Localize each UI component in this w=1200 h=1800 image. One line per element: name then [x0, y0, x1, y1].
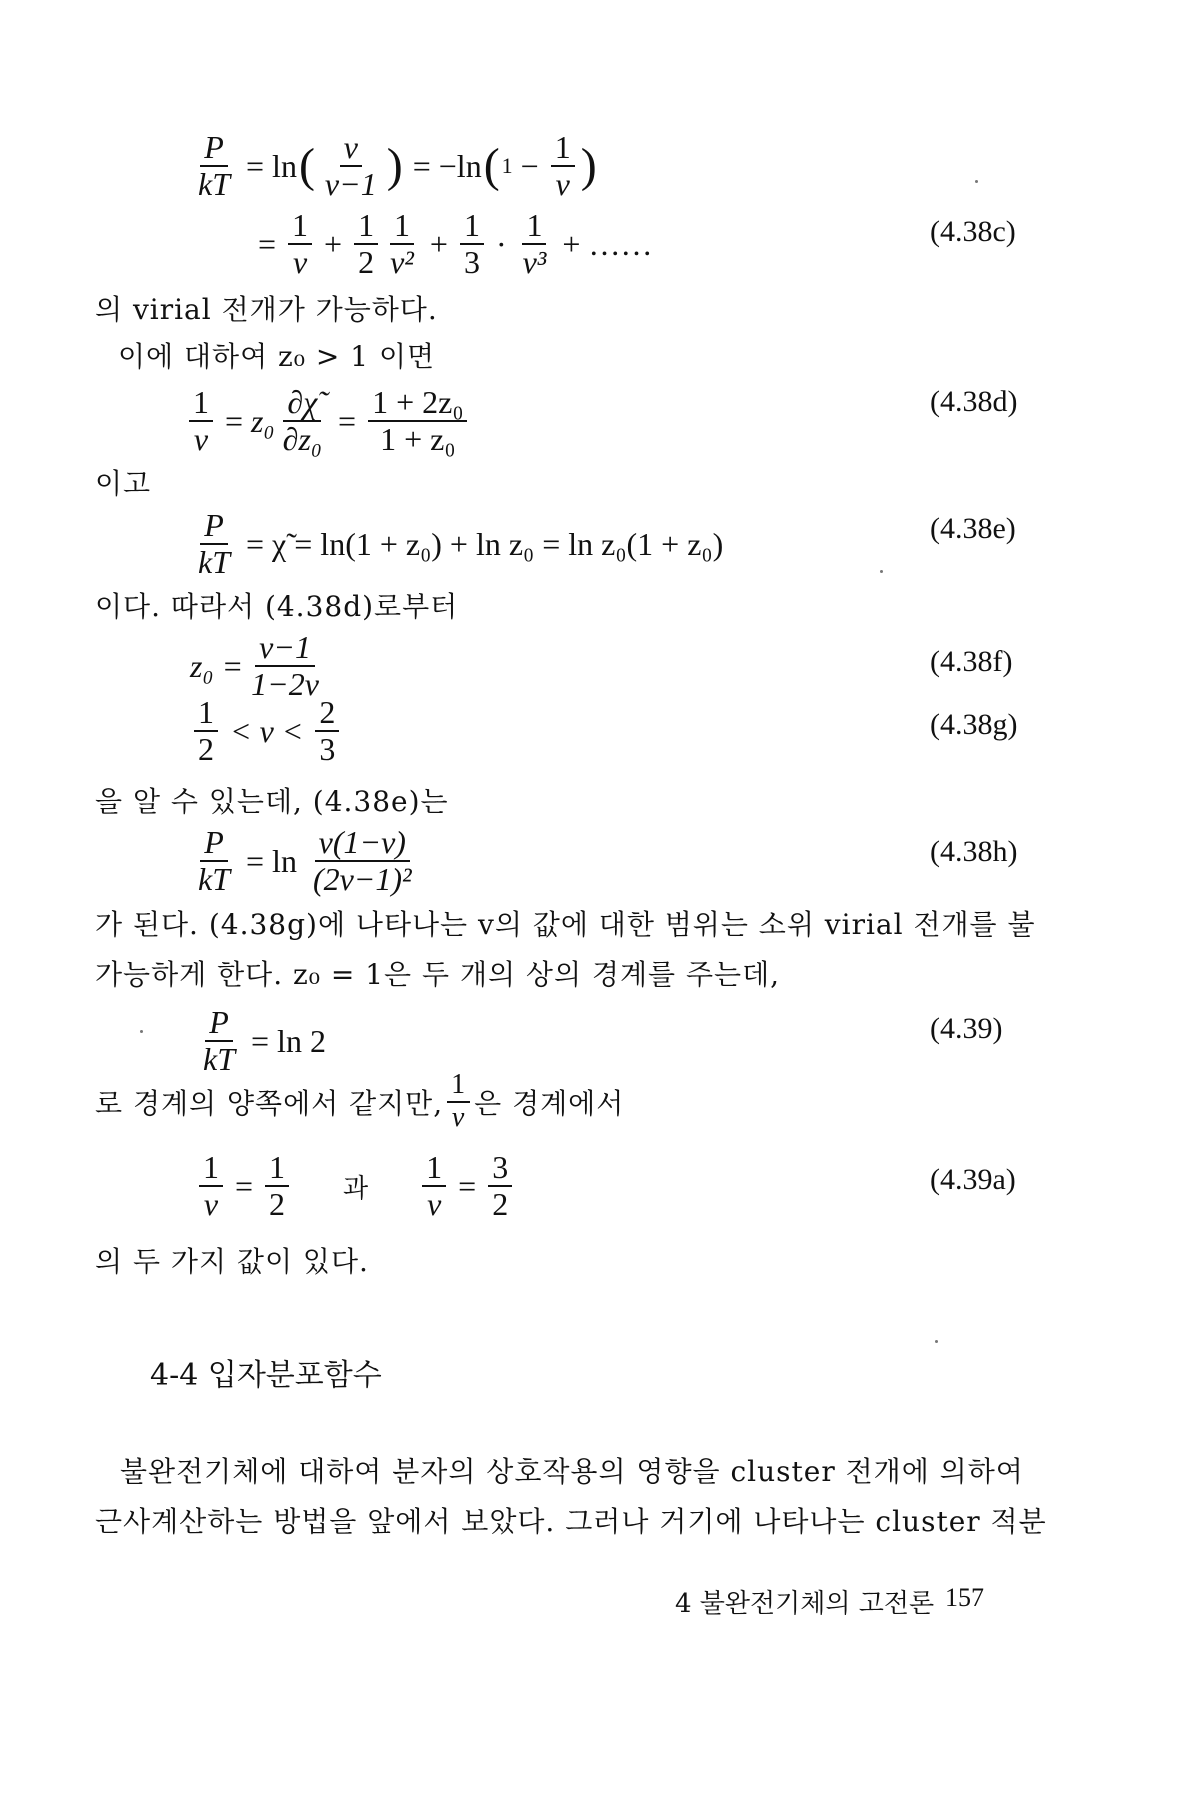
fraction [386, 208, 418, 280]
numerator: 3 [488, 1150, 512, 1187]
numerator: P [200, 825, 228, 862]
denominator: 2 [269, 1186, 286, 1223]
denominator: 3 [319, 731, 336, 768]
fraction [279, 385, 326, 457]
fraction [199, 1150, 223, 1222]
equation-lhs: z₀ = [190, 647, 244, 684]
equation-4-38h [190, 825, 420, 897]
numerator: v(1−v) [315, 825, 410, 862]
fraction [189, 385, 213, 457]
inequality: < v < [230, 712, 304, 749]
series-tail: + …… [562, 225, 653, 262]
ln-operator: −ln [438, 147, 482, 184]
body-text-line: 을 알 수 있는데, (4.38e)는 [95, 785, 449, 818]
scan-speck [935, 1340, 938, 1343]
numerator: 1 + 2z₀ [368, 385, 467, 422]
numerator: 1 [194, 695, 218, 732]
body-text-line: 이에 대하여 z₀ > 1 이면 [118, 340, 436, 373]
fraction [194, 508, 234, 580]
denominator: v−1 [324, 166, 377, 203]
body-text-line: 의 virial 전개가 가능하다. [95, 293, 438, 326]
fraction [309, 825, 416, 897]
equation-4-38c-line2: = $\frac{1}{v}$ + $\frac{1}{2}$ $\frac{1}{\text{v²}}$ + $\frac{1}{3}$ · $\frac{1}{\text{v³}}$ + …… [258, 207, 653, 281]
equation-number: (4.38h) [930, 835, 1018, 868]
denominator: v [451, 1101, 466, 1133]
page-number: 157 [945, 1583, 984, 1612]
denominator: kT [203, 1041, 235, 1078]
denominator: kT [198, 166, 230, 203]
fraction [368, 385, 467, 457]
equation-4-39a: $\frac{1}{v}$ = $\frac{1}{2}$ 과 $\frac{1}{v}$ = $\frac{3}{2}$ [195, 1150, 516, 1222]
numerator: 1 [422, 1150, 446, 1187]
numerator: 1 [460, 208, 484, 245]
denominator: 1−2v [251, 666, 319, 703]
numerator: 1 [265, 1150, 289, 1187]
equation-rhs: = ln 2 [251, 1022, 326, 1059]
numerator: P [205, 1005, 233, 1042]
denominator: v [292, 244, 308, 281]
denominator: (2v−1)² [312, 861, 412, 898]
numerator: v [340, 130, 362, 167]
numerator: 1 [189, 385, 213, 422]
text-segment: 은 경계에서 [474, 1086, 625, 1120]
fraction [551, 130, 575, 202]
body-text-line: 불완전기체에 대하여 분자의 상호작용의 영향을 cluster 전개에 의하여 [120, 1455, 1024, 1488]
fraction [519, 208, 551, 280]
equation-rhs: = χ̃ = ln(1 + z₀) + ln z₀ = ln z₀(1 + z₀) [246, 525, 724, 562]
section-heading: 4-4 입자분포함수 [150, 1358, 382, 1393]
body-text-line: 이다. 따라서 (4.38d)로부터 [95, 590, 459, 623]
equation-4-39 [195, 1005, 334, 1077]
denominator: v [555, 166, 570, 203]
denominator: v [427, 1186, 442, 1223]
numerator: 1 [522, 208, 546, 245]
fraction [194, 825, 234, 897]
numerator: 1 [551, 130, 575, 167]
equation-4-38e [190, 508, 731, 580]
equation-number: (4.39) [930, 1012, 1003, 1045]
numerator: 1 [447, 1070, 470, 1103]
denominator: 3 [463, 244, 480, 281]
scan-speck [880, 570, 883, 573]
numerator: ∂χ̃ [283, 385, 321, 422]
fraction [488, 1150, 512, 1222]
body-text-line [95, 1070, 624, 1134]
fraction [315, 695, 339, 767]
denominator: v³ [522, 244, 547, 281]
body-text-line: 의 두 가지 값이 있다. [95, 1245, 369, 1278]
body-text-line: 근사계산하는 방법을 앞에서 보았다. 그러나 거기에 나타나는 cluster 적분 [95, 1505, 1047, 1538]
numerator: 1 [288, 208, 312, 245]
equation-number: (4.39a) [930, 1163, 1016, 1196]
scan-speck [140, 1030, 143, 1033]
denominator: kT [198, 544, 230, 581]
fraction [460, 208, 484, 280]
equation-4-38f [190, 630, 327, 702]
fraction [247, 630, 323, 702]
text-segment: 로 경계의 양쪽에서 같지만, [95, 1086, 444, 1120]
numerator: 1 [199, 1150, 223, 1187]
numerator: 1 [354, 208, 378, 245]
body-text-line: 가능하게 한다. z₀ = 1은 두 개의 상의 경계를 주는데, [95, 958, 781, 991]
denominator: v² [390, 244, 414, 281]
conjunction: 과 [343, 1173, 369, 1204]
running-title: 4 불완전기체의 고전론 [675, 1589, 935, 1619]
denominator: kT [198, 861, 230, 898]
numerator: v−1 [255, 630, 315, 667]
fraction [422, 1150, 446, 1222]
denominator: ∂z₀ [282, 421, 323, 458]
denominator: v [203, 1186, 219, 1223]
denominator: 2 [198, 731, 214, 768]
fraction [354, 208, 378, 280]
variable: z₀ [251, 402, 275, 439]
numerator: 1 [390, 208, 414, 245]
numerator: P [200, 508, 228, 545]
equation-number: (4.38d) [930, 385, 1018, 418]
equation-number: (4.38e) [930, 512, 1016, 545]
denominator: 2 [358, 244, 375, 281]
term: 1 [501, 153, 513, 179]
equation-4-38d: $\frac{1}{v}$ = z₀ $\frac{\partial\chĩ}{\text{∂z₀}}$ = $\frac{\text{1 + 2z₀}}{\text{1 + z₀}}$ [185, 385, 471, 457]
fraction [199, 1005, 239, 1077]
fraction [194, 130, 234, 202]
numerator: 2 [315, 695, 339, 732]
fraction [447, 1070, 470, 1134]
denominator: v [193, 421, 209, 458]
fraction [265, 1150, 289, 1222]
ln-operator: = ln [246, 842, 297, 879]
fraction [194, 695, 218, 767]
fraction [321, 130, 381, 202]
denominator: 1 + z₀ [380, 421, 456, 458]
body-text-line: 이고 [95, 467, 152, 500]
equation-4-38c-line1: $\frac{P}{kT}$ = ln ( $\frac{v}{v-1}$ ) = −ln ( 1 − $\frac{1}{v}$ ) [190, 130, 599, 202]
body-text-line: 가 된다. (4.38g)에 나타나는 v의 값에 대한 범위는 소위 virial 전개를 불 [95, 908, 1036, 941]
operator: − [520, 147, 539, 184]
numerator: P [200, 130, 228, 167]
equation-number: (4.38f) [930, 645, 1013, 678]
ln-operator: ln [272, 147, 297, 184]
equation-4-38g [190, 695, 343, 767]
equation-number: (4.38c) [930, 215, 1016, 248]
equation-number: (4.38g) [930, 708, 1018, 741]
fraction [288, 208, 312, 280]
scan-speck [975, 180, 978, 183]
denominator: 2 [492, 1186, 509, 1223]
